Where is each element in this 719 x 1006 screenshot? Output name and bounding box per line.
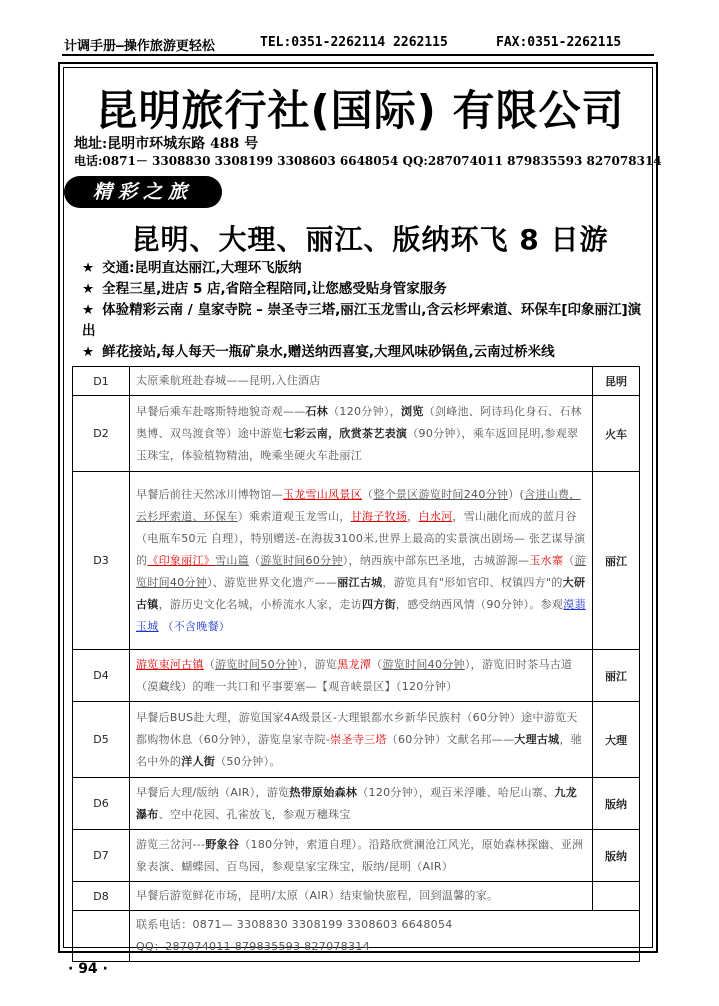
day-city: 丽江 xyxy=(593,650,640,702)
table-row xyxy=(73,882,640,911)
star-icon: ★ xyxy=(82,344,95,360)
day-label xyxy=(73,911,130,962)
itinerary-table xyxy=(72,366,640,962)
highlight-badge: 精彩之旅 xyxy=(64,176,222,208)
day-description: 游览束河古镇（游览时间50分钟），游览黑龙潭（游览时间40分钟），游览旧时茶马古道（漠藏线）的唯一共口和平事要塞—【观音峡景区】（120分钟） xyxy=(130,650,593,702)
table-row xyxy=(73,778,640,830)
day-city: 版纳 xyxy=(593,778,640,830)
tour-title: 昆明、大理、丽江、版纳环飞 8 日游 xyxy=(131,223,609,256)
contact-qq: QQ：287074011 879835593 827078314 xyxy=(136,940,370,953)
feature-item: ★ 体验精彩云南 / 皇家寺院 – 崇圣寺三塔,丽江玉龙雪山,含云杉坪索道、环保车[印象丽江]演出 xyxy=(82,302,642,339)
day-description: 早餐后乘车赴喀斯特地貌奇观——石林（120分钟），浏览（剑峰池、阿诗玛化身石、石林奥博、双鸟渡食等）途中游览七彩云南，欣赏茶艺表演（90分钟），乘车返回昆明,参观翠玉珠宝，体验植物精油，晚乘坐硬火车赴丽江 xyxy=(130,396,593,472)
star-icon: ★ xyxy=(82,260,95,276)
page-header xyxy=(62,30,654,56)
header-fax: FAX:0351-2262115 xyxy=(496,35,622,50)
table-row xyxy=(73,911,640,962)
day-description: 游览三岔河---野象谷（180分钟，索道自理）。沿路欣赏澜沧江风光，原始森林探幽、亚洲象表演、蝴蝶园、百鸟园，参观皇家宝珠宝，版纳/昆明（AIR） xyxy=(130,830,593,882)
day-city: 大理 xyxy=(593,702,640,778)
contact-info xyxy=(130,911,640,962)
day-description: 太原乘航班赴春城——昆明,入住酒店 xyxy=(130,367,593,396)
header-slogan: 计调手册—操作旅游更轻松 xyxy=(64,39,215,54)
feature-item: ★ 鲜花接站,每人每天一瓶矿泉水,赠送纳西喜宴,大理风味砂锅鱼,云南过桥米线 xyxy=(82,344,555,360)
day-description: 早餐后游览鲜花市场，昆明/太原（AIR）结束愉快旅程，回到温馨的家。 xyxy=(130,882,593,911)
star-icon: ★ xyxy=(82,302,95,318)
company-address: 地址:昆明市环城东路 488 号 xyxy=(74,136,259,152)
day-label: D4 xyxy=(73,650,130,702)
contact-tel: 联系电话：0871— 3308830 3308199 3308603 6648054 xyxy=(136,918,453,931)
day-city: 昆明 xyxy=(593,367,640,396)
day-label: D3 xyxy=(73,472,130,650)
page-number: · 94 · xyxy=(68,961,108,977)
day-label: D7 xyxy=(73,830,130,882)
day-label: D6 xyxy=(73,778,130,830)
company-name: 昆明旅行社(国际) 有限公司 xyxy=(95,86,625,135)
day-label: D8 xyxy=(73,882,130,911)
day-description: 早餐后BUS赴大理，游览国家4A级景区-大理银都水乡新华民族村（60分钟）途中游览天都购物休息（60分钟），游览皇家寺院-崇圣寺三塔（60分钟）文献名邦——大理古城，驰名中外的洋人街（50分钟）。 xyxy=(130,702,593,778)
table-row xyxy=(73,396,640,472)
day-label: D5 xyxy=(73,702,130,778)
day-city: 版纳 xyxy=(593,830,640,882)
day-description: 早餐后大理/版纳（AIR），游览热带原始森林（120分钟），观百米浮雕、哈尼山寨、九龙瀑布、空中花园、孔雀放飞，参观万穗珠宝 xyxy=(130,778,593,830)
star-icon: ★ xyxy=(82,281,95,297)
day-label: D2 xyxy=(73,396,130,472)
day-description: 早餐后前往天然冰川博物馆—玉龙雪山风景区（整个景区游览时间240分钟）(含进山费，云杉坪索道、环保车）乘索道观玉龙雪山，甘海子牧场，白水河，雪山融化而成的蓝月谷（电瓶车50元 自理），特别赠送-在海拔3100米,世界上最高的实景演出剧场— 张艺谋导演的《印象丽江》雪山篇（游览时间60分钟），纳西族中部东巴圣地，古城游源—玉水寨（游览时间40分钟）、游览世界文化遗产——丽江古城，游览具有"形如官印、权镇四方"的大研古镇，游历史文化名城，小桥流水人家，走访四方街，感受纳西风情（90分钟）。参观漠翡玉城 （不含晚餐） xyxy=(130,472,593,650)
table-row xyxy=(73,830,640,882)
day-city: 火车 xyxy=(593,396,640,472)
day-city xyxy=(593,882,640,911)
feature-item: ★ 交通:昆明直达丽江,大理环飞版纳 xyxy=(82,260,302,276)
feature-item: ★ 全程三星,进店 5 店,省陪全程陪同,让您感受贴身管家服务 xyxy=(82,281,447,297)
table-row xyxy=(73,367,640,396)
day-label: D1 xyxy=(73,367,130,396)
table-row xyxy=(73,650,640,702)
day-city: 丽江 xyxy=(593,472,640,650)
header-tel: TEL:0351-2262114 2262115 xyxy=(260,35,448,50)
feature-list xyxy=(82,258,642,363)
company-contact: 电话:0871－ 3308830 3308199 3308603 6648054 QQ:287074011 879835593 827078314 xyxy=(74,154,662,168)
table-row xyxy=(73,472,640,650)
table-row xyxy=(73,702,640,778)
